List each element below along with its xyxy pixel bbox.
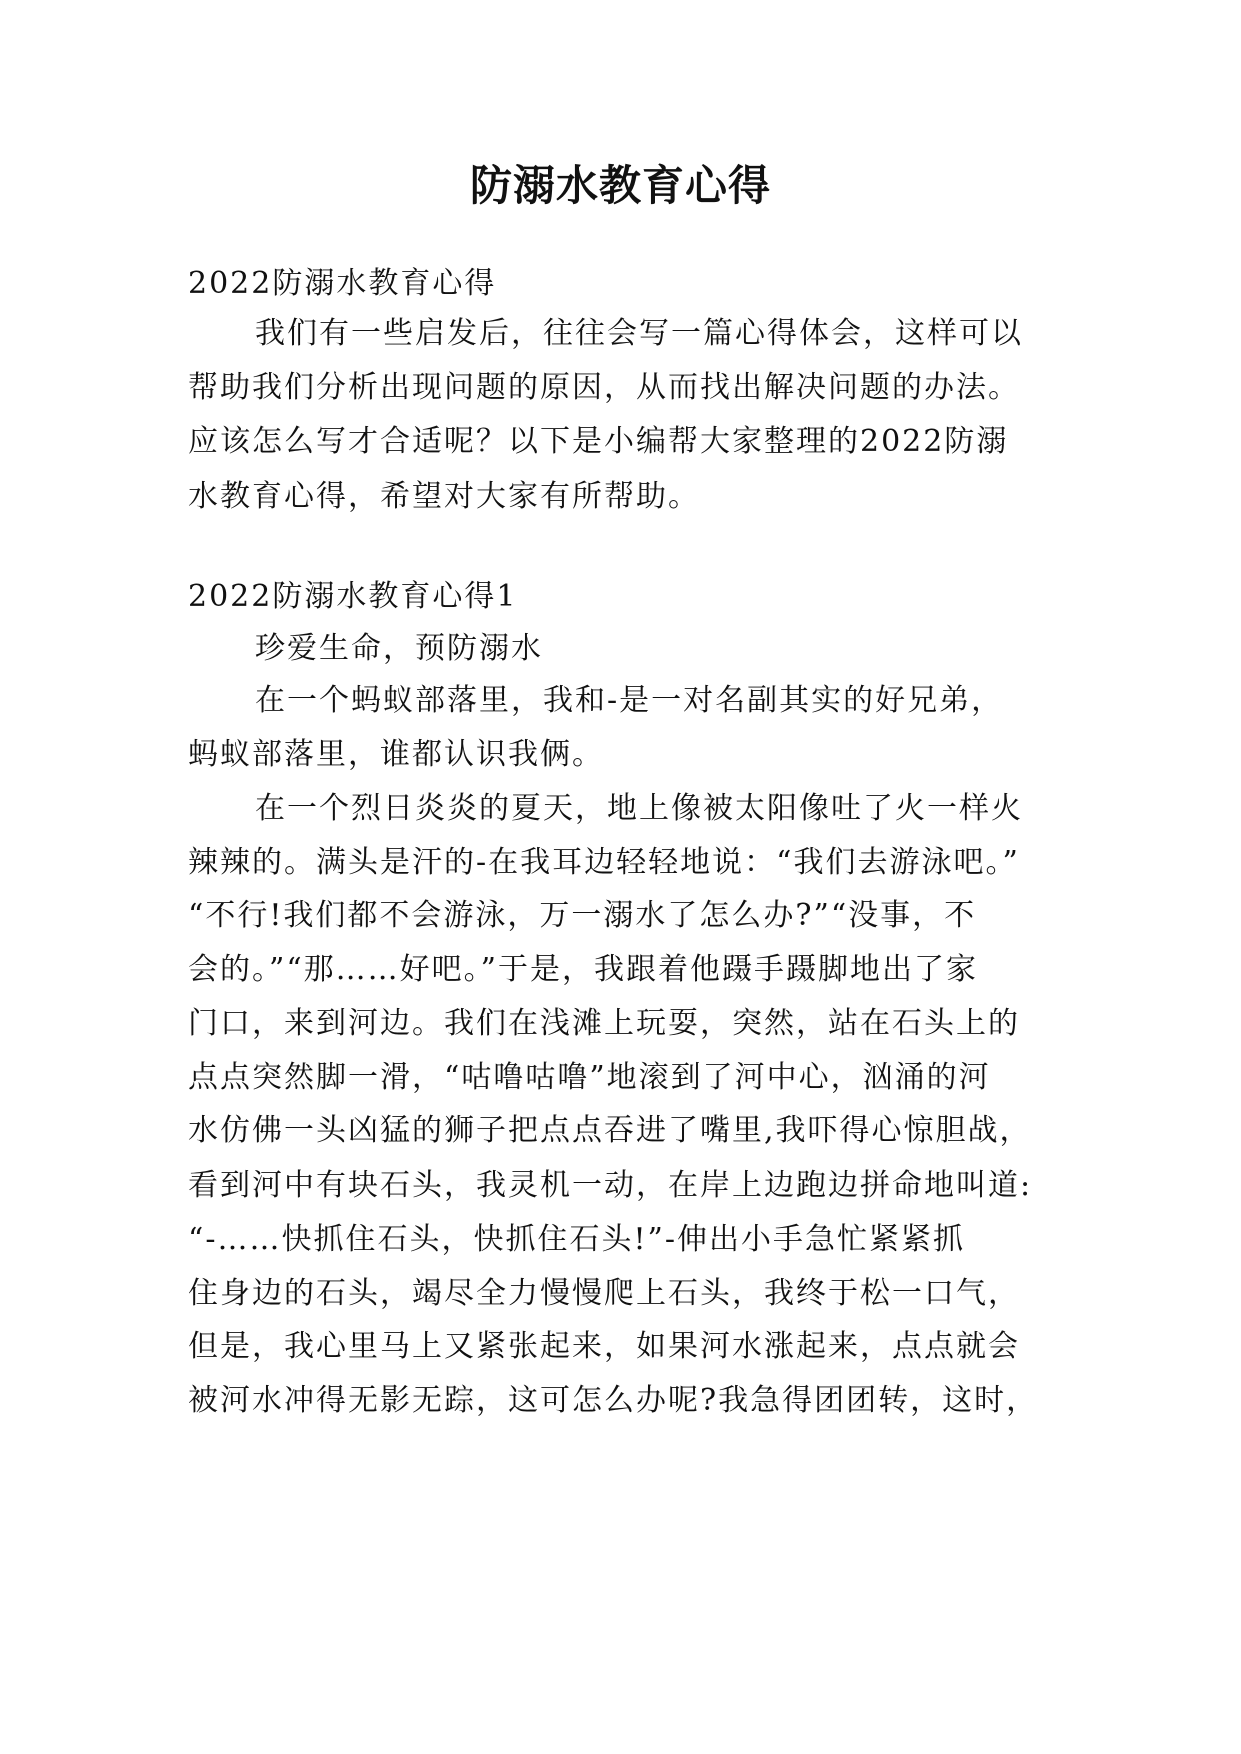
- para2-line-1: 在一个烈日炎炎的夏天，地上像被太阳像吐了火一样火: [255, 791, 1023, 826]
- subtitle: 珍爱生命，预防溺水: [255, 631, 543, 666]
- para2-line-2: 辣辣的。满头是汗的-在我耳边轻轻地说：“我们去游泳吧。”: [188, 845, 1020, 880]
- document-title: 防溺水教育心得: [469, 161, 771, 210]
- intro-line-4: 水教育心得，希望对大家有所帮助。: [188, 479, 700, 514]
- para2-line-6: 点点突然脚一滑，“咕噜咕噜”地滚到了河中心，汹涌的河: [188, 1060, 991, 1095]
- intro-line-2: 帮助我们分析出现问题的原因，从而找出解决问题的办法。: [188, 370, 1020, 405]
- para2-line-11: 但是，我心里马上又紧张起来，如果河水涨起来，点点就会: [188, 1329, 1020, 1364]
- para2-line-9: “-……快抓住石头，快抓住石头!”-伸出小手急忙紧紧抓: [188, 1222, 966, 1257]
- para2-line-7: 水仿佛一头凶猛的狮子把点点吞进了嘴里,我吓得心惊胆战，: [188, 1113, 1032, 1148]
- para2-line-10: 住身边的石头，竭尽全力慢慢爬上石头，我终于松一口气，: [188, 1276, 1020, 1311]
- para1-line-2: 蚂蚁部落里，谁都认识我俩。: [188, 737, 604, 772]
- para2-line-12: 被河水冲得无影无踪，这可怎么办呢?我急得团团转，这时，: [188, 1383, 1039, 1418]
- para2-line-8: 看到河中有块石头，我灵机一动，在岸上边跑边拼命地叫道:: [188, 1168, 1033, 1203]
- para1-line-1: 在一个蚂蚁部落里，我和-是一对名副其实的好兄弟，: [255, 683, 1004, 718]
- para2-line-3: “不行!我们都不会游泳，万一溺水了怎么办?”“没事，不: [188, 898, 977, 933]
- section-heading: 2022防溺水教育心得1: [188, 579, 518, 614]
- para2-line-4: 会的。”“那……好吧。”于是，我跟着他蹑手蹑脚地出了家: [188, 952, 979, 987]
- heading-main: 2022防溺水教育心得: [188, 266, 497, 301]
- intro-line-1: 我们有一些启发后，往往会写一篇心得体会，这样可以: [255, 316, 1023, 351]
- intro-line-3: 应该怎么写才合适呢？以下是小编帮大家整理的2022防溺: [188, 424, 1009, 459]
- para2-line-5: 门口，来到河边。我们在浅滩上玩耍，突然，站在石头上的: [188, 1006, 1020, 1041]
